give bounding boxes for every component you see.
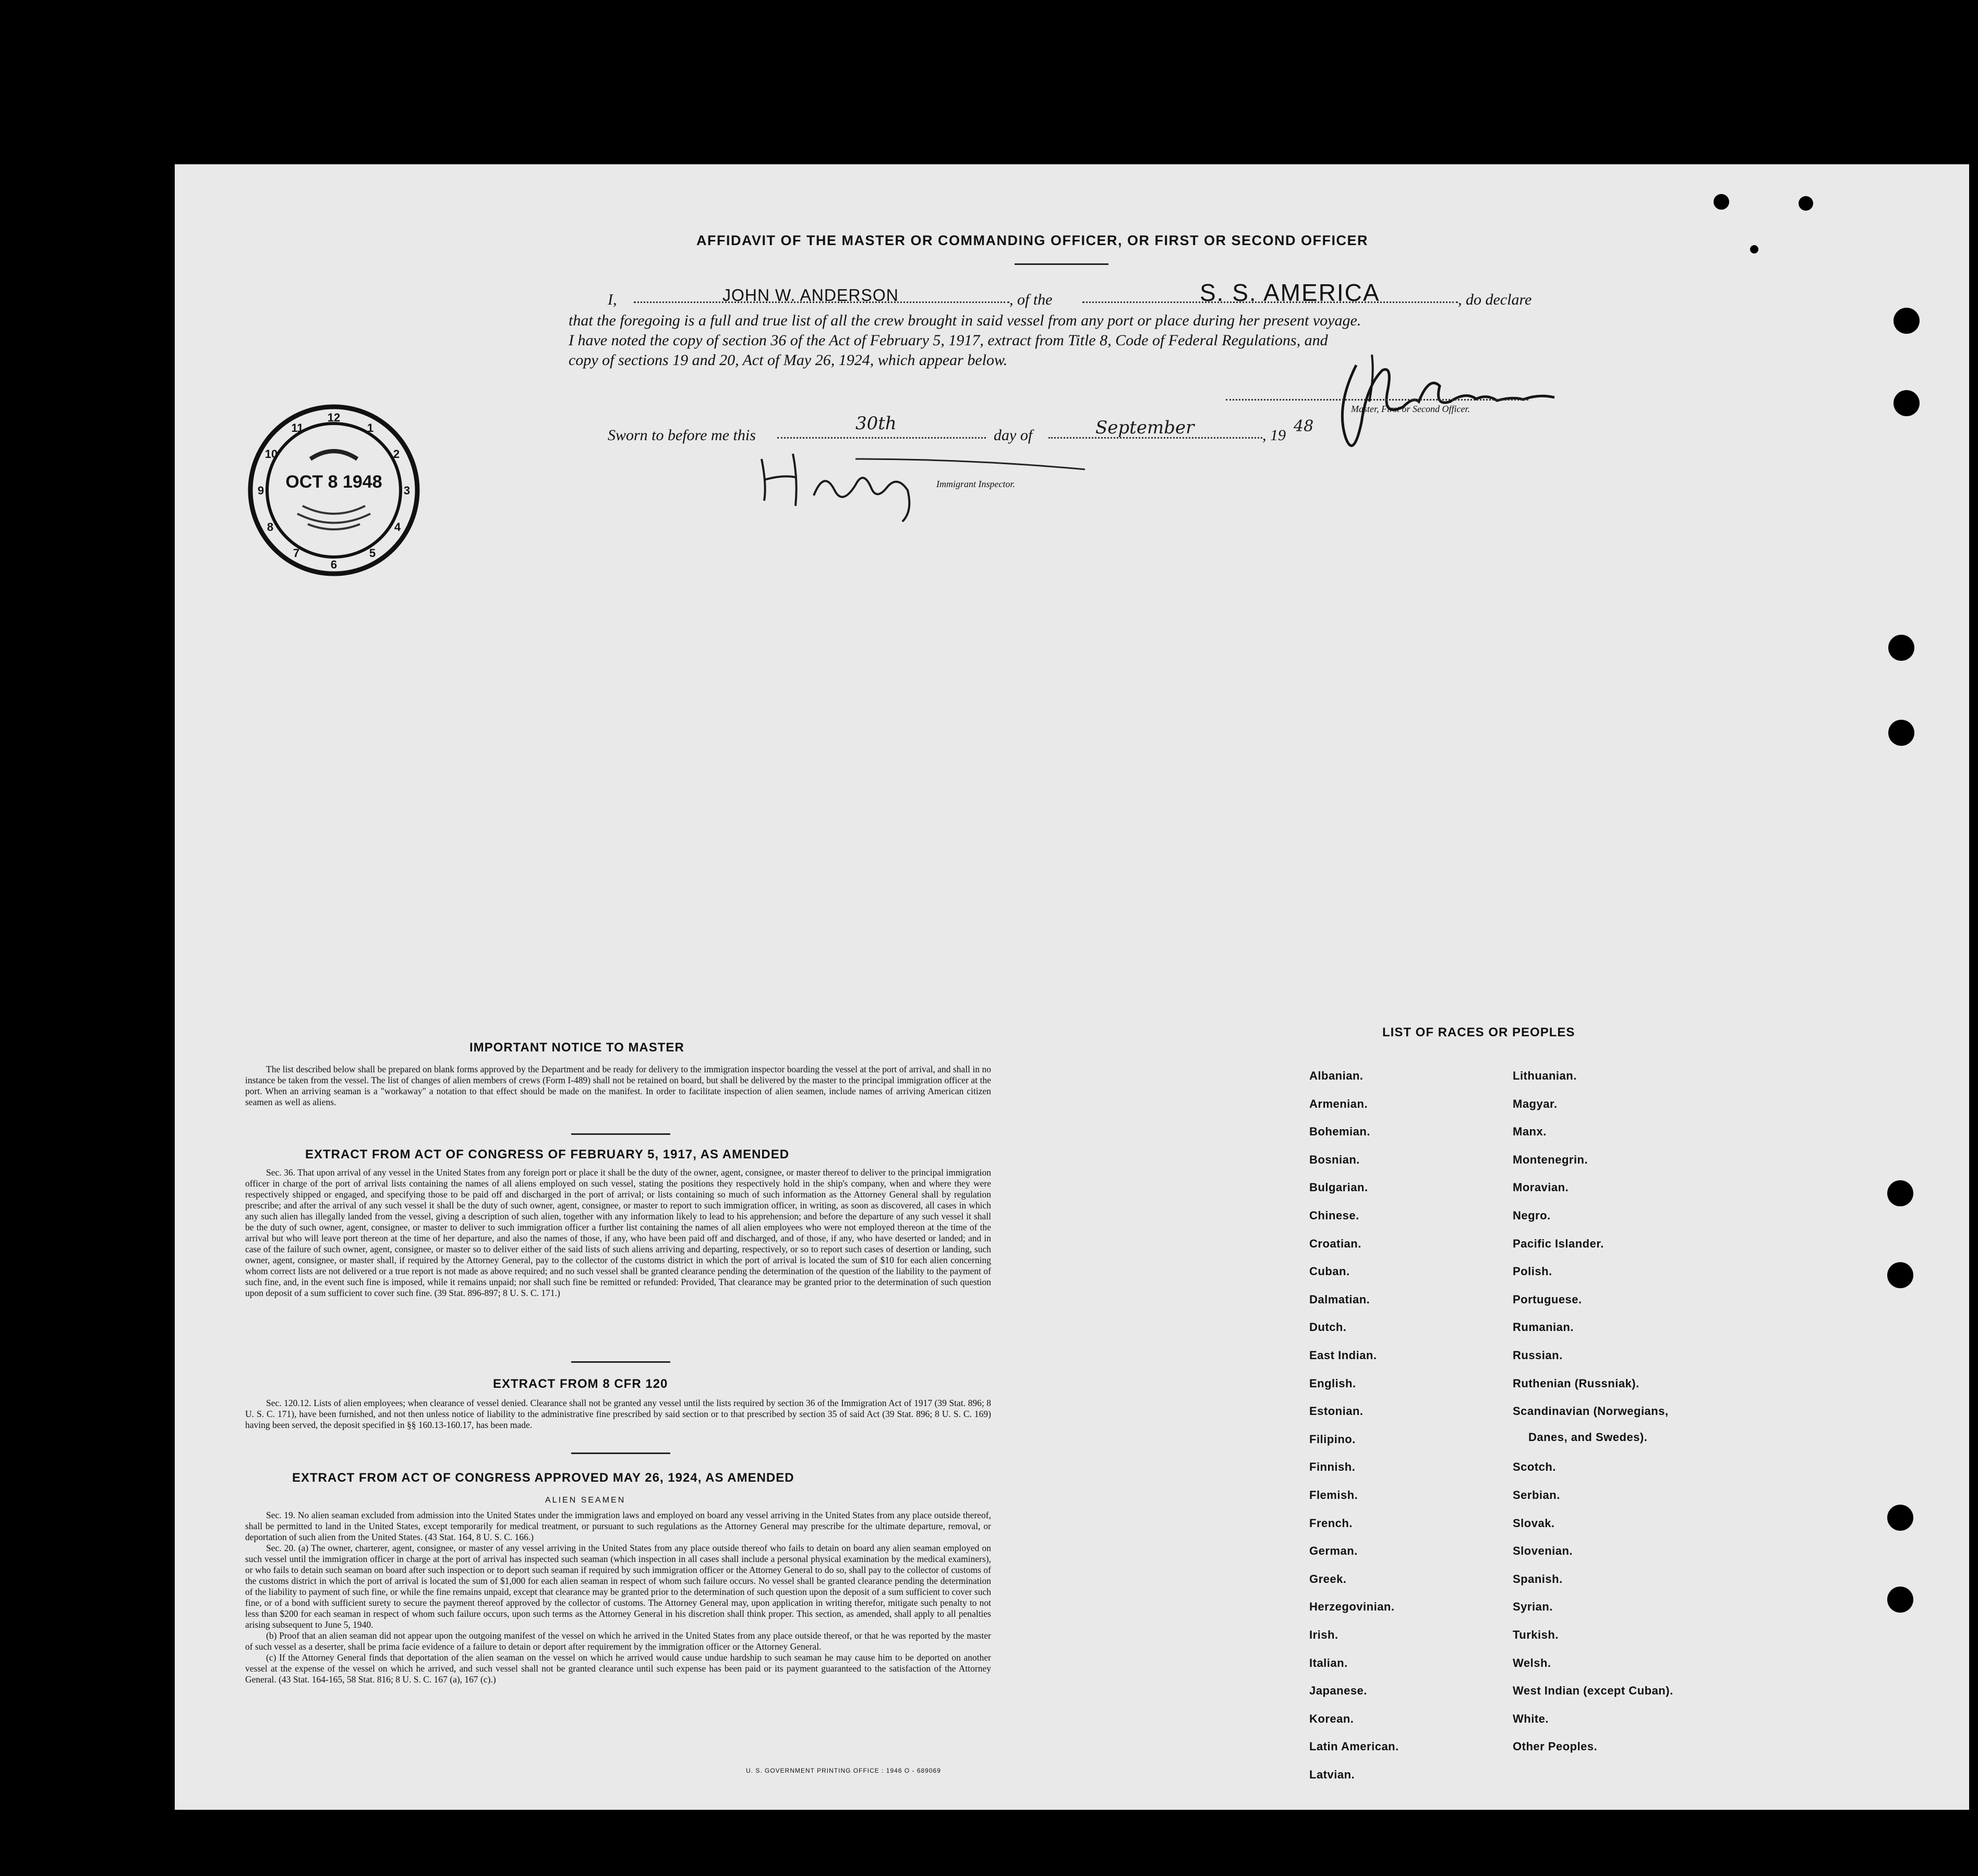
stamp-number: 1 <box>367 421 374 434</box>
vessel-name: S. S. AMERICA <box>1200 279 1380 306</box>
date-stamp <box>245 402 423 579</box>
extract-1924-subtitle: ALIEN SEAMEN <box>545 1496 626 1505</box>
race-item: Herzegovinian. <box>1309 1600 1395 1614</box>
punch-hole <box>1888 720 1914 746</box>
punch-hole <box>1887 1262 1913 1288</box>
race-item: Scandinavian (Norwegians, <box>1513 1405 1669 1418</box>
extract-1924-paragraph: (c) If the Attorney General finds that deportation of the alien seaman on the vessel on which he arrived would cause undue hardship to such seaman he may cause him to be deported on another vessel at the expense of the vessel on which he arrived, and such vessel shall not be granted clearance until such expense has been paid or its payment guaranteed to the satisfaction of the Attorney General. (43 Stat. 164-165, 58 Stat. 816; 8 U. S. C. 167 (a), 167 (c).) <box>245 1652 991 1685</box>
race-item: Pacific Islander. <box>1513 1237 1604 1250</box>
race-item: Slovenian. <box>1513 1544 1573 1558</box>
race-item: Armenian. <box>1309 1097 1368 1110</box>
stamp-number: 9 <box>257 484 264 497</box>
punch-hole <box>1887 1180 1913 1206</box>
ink-dot <box>1750 245 1758 253</box>
notice-paragraph: The list described below shall be prepared on blank forms approved by the Department and be ready for delivery to the immigration inspector boarding the vessel at the port of arrival, and shall in no instance be taken from the vessel. The list of changes of alien members of crews (Form I-489) shall not be retained on board, but shall be delivered by the master to the principal immigration officer at the port. When an arriving seaman is a "workaway" a notation to that effect should be made on the manifest. In order to facilitate inspection of alien seamen, include names of arriving American citizen seamen as well as aliens. <box>245 1064 991 1107</box>
extract-1917-text <box>245 1167 991 1299</box>
do-declare-label: , do declare <box>1458 291 1532 308</box>
extract-cfr-rule <box>571 1453 670 1454</box>
extract-cfr-paragraph: Sec. 120.12. Lists of alien employees; when clearance of vessel denied. Clearance shall not be granted any vessel until the lists required by section 36 of the Immigration Act of 1917 (39 Stat. 896; 8 U. S. C. 171), have been furnished, and not then unless notice of liability to the administrative fine prescribed by said section or to that prescribed by section 35 of said Act (39 Stat. 896; 8 U. S. C. 169) having been served, the deposit specified in §§ 160.13-160.17, has been made. <box>245 1398 991 1430</box>
race-item: Italian. <box>1309 1656 1348 1669</box>
race-item: Filipino. <box>1309 1432 1356 1446</box>
extract-1924-paragraph: Sec. 19. No alien seaman excluded from admission into the United States under the immigration laws and employed on board any vessel arriving in the United States from any place outside thereof, shall be permitted to land in the United States, except temporarily for medical treatment, or pursuant to such regulations as the Attorney General may prescribe for the ultimate departure, removal, or deportation of such alien from the United States. (43 Stat. 164, 8 U. S. C. 166.) <box>245 1510 991 1542</box>
extract-1924-paragraph: Sec. 20. (a) The owner, charterer, agent, consignee, or master of any vessel arriving in the United States from any place outside thereof who fails to detain on board any alien seaman employed on such vessel until the immigration officer in charge at the port of arrival has inspected such seaman (which inspection in all cases shall include a personal physical examination by the medical examiners), or who fails to detain such seaman on board after such inspection or to deport such seaman if required by such immigration officer or the Attorney General to do so, shall pay to the collector of customs of the customs district in which the port of arrival is located the sum of $1,000 for each alien seaman in respect of whom such failure occurs. No vessel shall be granted clearance pending the determination of the liability to payment of such fine, or while the fine remains unpaid, except that clearance may be granted prior to the determination of such question upon the deposit of a sum sufficient to cover such fine, or of a bond with sufficient surety to secure the payment thereof approved by the collector of customs. The Attorney General may, upon application in writing therefor, mitigate such penalty to not less than $200 for each seaman in respect of whom such failure occurs, upon such terms as the Attorney General in his discretion shall think proper. This section, as amended, shall apply to all penalties arising subsequent to June 5, 1940. <box>245 1543 991 1630</box>
sworn-month: September <box>1095 417 1195 438</box>
race-item: Polish. <box>1513 1265 1552 1278</box>
notice-text <box>245 1064 991 1108</box>
race-item: Danes, and Swedes). <box>1528 1430 1648 1444</box>
inspector-caption: Immigrant Inspector. <box>936 479 1015 489</box>
race-item: Bosnian. <box>1309 1153 1360 1166</box>
race-item: Irish. <box>1309 1628 1338 1641</box>
stamp-number: 11 <box>291 421 304 434</box>
race-item: Serbian. <box>1513 1488 1560 1502</box>
race-item: Dalmatian. <box>1309 1292 1370 1306</box>
affidavit-line-4: copy of sections 19 and 20, Act of May 26, 1924, which appear below. <box>569 352 1008 369</box>
race-item: Dutch. <box>1309 1321 1347 1334</box>
race-item: Manx. <box>1513 1125 1547 1139</box>
race-item: French. <box>1309 1516 1353 1530</box>
printer-imprint: U. S. GOVERNMENT PRINTING OFFICE : 1946 O - 689069 <box>746 1767 941 1774</box>
extract-cfr-text <box>245 1398 991 1431</box>
stamp-number: 8 <box>267 521 274 534</box>
notice-rule <box>571 1133 670 1135</box>
affidavit-prefix: I, <box>608 291 617 308</box>
race-item: Chinese. <box>1309 1209 1359 1222</box>
race-item: Latin American. <box>1309 1740 1399 1753</box>
race-item: Russian. <box>1513 1349 1563 1362</box>
year-prefix: , 19 <box>1262 427 1286 444</box>
master-name: JOHN W. ANDERSON <box>722 286 899 305</box>
stamp-number: 4 <box>394 521 401 534</box>
race-item: Magyar. <box>1513 1097 1558 1110</box>
punch-hole <box>1887 1505 1913 1531</box>
title-rule <box>1015 263 1108 265</box>
signature-line <box>1226 399 1528 401</box>
race-item: White. <box>1513 1712 1549 1725</box>
extract-1917-rule <box>571 1361 670 1363</box>
race-item: Japanese. <box>1309 1684 1367 1698</box>
races-title: LIST OF RACES OR PEOPLES <box>1382 1025 1575 1039</box>
race-item: Scotch. <box>1513 1460 1556 1474</box>
race-item: Finnish. <box>1309 1460 1356 1474</box>
punch-hole <box>1887 1587 1913 1613</box>
day-of-label: day of <box>994 427 1033 444</box>
race-item: Montenegrin. <box>1513 1153 1588 1166</box>
extract-1924-text <box>245 1510 991 1685</box>
race-item: Other Peoples. <box>1513 1740 1598 1753</box>
race-item: Spanish. <box>1513 1572 1563 1585</box>
extract-1924-paragraph: (b) Proof that an alien seaman did not appear upon the outgoing manifest of the vessel on which he arrived in the United States from any place outside thereof, or that he was reported by the master of such vessel as a deserter, shall be prima facie evidence of a failure to detain or deport after requirement by the immigration officer or the Attorney General. <box>245 1630 991 1652</box>
inspector-signature <box>751 438 1095 527</box>
ink-dot <box>1714 194 1729 210</box>
race-item: English. <box>1309 1376 1356 1390</box>
extract-1917-paragraph: Sec. 36. That upon arrival of any vessel in the United States from any foreign port or place it shall be the duty of the owner, agent, consignee, or master thereof to deliver to the principal immigration officer in charge of the port of arrival lists containing the names of all aliens employed on such vessel, stating the positions they respectively hold in the ship's company, when and where they were respectively shipped or engaged, and specifying those to be paid off and discharged in the port of arrival; or lists containing so much of such information as the Attorney General shall by regulation prescribe; and after the arrival of any such vessel it shall be the duty of such owner, agent, consignee, or master to report to such immigration officer, in writing, as soon as discovered, all cases in which any such alien has illegally landed from the vessel, giving a description of such alien, together with any information likely to lead to his apprehension; and before the departure of any such vessel it shall be the duty of such owner, agent, consignee, or master to deliver to such immigration officer a further list containing the names of all alien employees who were not employed thereon at the time of the arrival but who will leave port thereon at the time of her departure, and also the names of those, if any, who have been paid off and discharged, and of those, if any, who have deserted or landed; and in case of the failure of such owner, agent, consignee, or master so to deliver either of the said lists of such aliens arriving and departing, respectively, or so to report such cases of desertion or landing, such owner, agent, consignee, or master shall, if required by the Attorney General, pay to the collector of the customs district in which the port of arrival is located the sum of $10 for each alien concerning whom correct lists are not delivered or a true report is not made as above required; and no such vessel shall be granted clearance pending the determination of the question of the liability to the payment of such fine, and, in the event such fine is imposed, while it remains unpaid; nor shall such fine be remitted or refunded: Provided, That clearance may be granted prior to the determination of such question upon deposit of a sum sufficient to cover such fine. (39 Stat. 896-897; 8 U. S. C. 171.) <box>245 1167 991 1298</box>
stamp-number: 6 <box>330 558 337 571</box>
race-item: Latvian. <box>1309 1768 1355 1781</box>
race-item: Cuban. <box>1309 1265 1350 1278</box>
stamp-number: 3 <box>403 484 411 497</box>
punch-hole <box>1893 308 1920 334</box>
stamp-date: OCT 8 1948 <box>285 472 382 492</box>
extract-1924-title: EXTRACT FROM ACT OF CONGRESS APPROVED MAY 26, 1924, AS AMENDED <box>292 1471 794 1485</box>
race-item: Slovak. <box>1513 1516 1555 1530</box>
race-item: Albanian. <box>1309 1069 1364 1082</box>
stamp-number: 10 <box>264 447 278 461</box>
race-item: Lithuanian. <box>1513 1069 1577 1082</box>
affidavit-line-3: I have noted the copy of section 36 of the Act of February 5, 1917, extract from Title 8, Code of Federal Regulations, and <box>569 332 1328 349</box>
race-item: Greek. <box>1309 1572 1347 1585</box>
race-item: Flemish. <box>1309 1488 1358 1502</box>
of-the-label: , of the <box>1009 291 1053 308</box>
sworn-year: 48 <box>1294 417 1314 435</box>
notice-title: IMPORTANT NOTICE TO MASTER <box>469 1040 684 1055</box>
extract-1917-title: EXTRACT FROM ACT OF CONGRESS OF FEBRUARY 5, 1917, AS AMENDED <box>305 1147 790 1161</box>
stamp-number: 2 <box>393 447 400 461</box>
stamp-number: 7 <box>293 547 300 560</box>
page-title: AFFIDAVIT OF THE MASTER OR COMMANDING OFFICER, OR FIRST OR SECOND OFFICER <box>696 233 1368 248</box>
race-item: Croatian. <box>1309 1237 1361 1250</box>
stamp-number: 12 <box>327 411 341 424</box>
race-item: Estonian. <box>1309 1405 1364 1418</box>
race-item: Syrian. <box>1513 1600 1553 1614</box>
race-item: East Indian. <box>1309 1349 1377 1362</box>
race-item: Turkish. <box>1513 1628 1559 1641</box>
race-item: Negro. <box>1513 1209 1551 1222</box>
race-item: Rumanian. <box>1513 1321 1574 1334</box>
punch-hole <box>1888 635 1914 661</box>
race-item: Ruthenian (Russniak). <box>1513 1376 1639 1390</box>
sworn-prefix: Sworn to before me this <box>608 427 756 444</box>
extract-cfr-title: EXTRACT FROM 8 CFR 120 <box>493 1377 668 1391</box>
sworn-day: 30th <box>855 413 897 434</box>
ink-dot <box>1799 196 1813 211</box>
race-item: Welsh. <box>1513 1656 1551 1669</box>
race-item: Bohemian. <box>1309 1125 1370 1139</box>
race-item: West Indian (except Cuban). <box>1513 1684 1673 1698</box>
race-item: Korean. <box>1309 1712 1354 1725</box>
race-item: Bulgarian. <box>1309 1181 1368 1194</box>
race-item: German. <box>1309 1544 1358 1558</box>
stamp-number: 5 <box>369 547 376 560</box>
race-item: Moravian. <box>1513 1181 1569 1194</box>
affidavit-line-2: that the foregoing is a full and true list of all the crew brought in said vessel from any port or place during her present voyage. <box>569 312 1361 329</box>
punch-hole <box>1893 390 1920 416</box>
signature-caption: Master, First or Second Officer. <box>1351 404 1470 414</box>
race-item: Portuguese. <box>1513 1292 1582 1306</box>
